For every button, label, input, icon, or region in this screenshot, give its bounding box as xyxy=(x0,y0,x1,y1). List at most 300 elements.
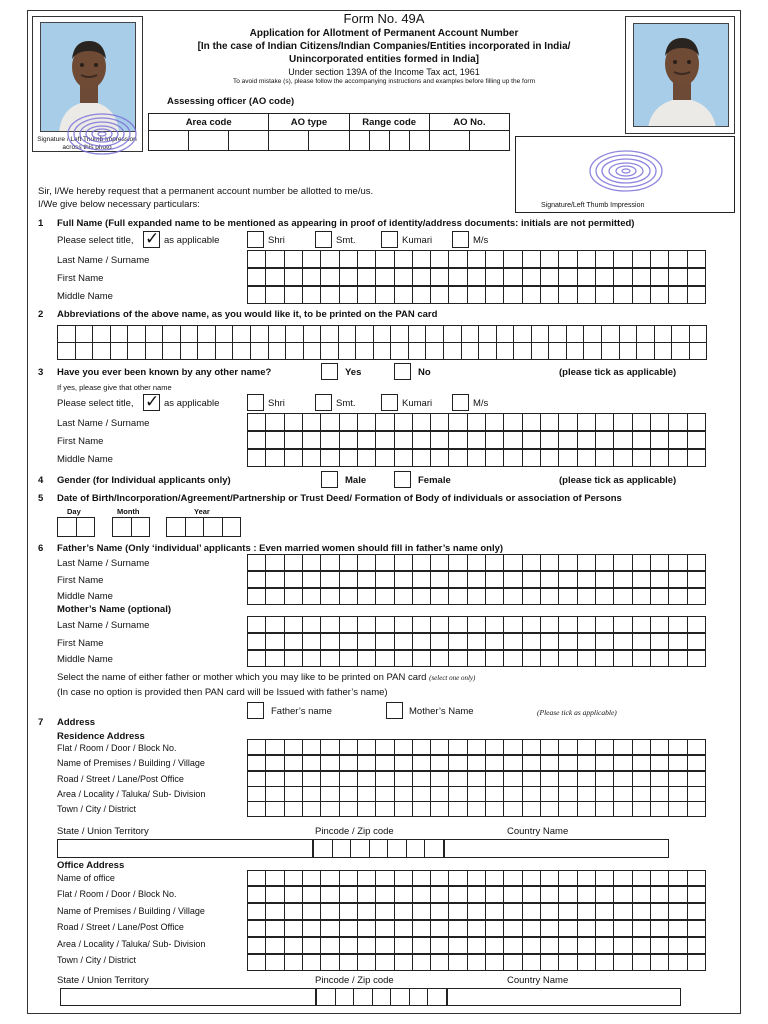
char-cell[interactable] xyxy=(584,342,602,360)
char-cell[interactable] xyxy=(486,903,504,920)
char-cell[interactable] xyxy=(376,650,394,667)
char-cell[interactable] xyxy=(578,268,596,286)
char-cell[interactable] xyxy=(248,870,266,886)
ao-cell[interactable] xyxy=(189,131,229,151)
char-cell[interactable] xyxy=(633,739,651,755)
char-cell[interactable] xyxy=(358,571,376,588)
char-cell[interactable] xyxy=(669,954,687,971)
char-cell[interactable] xyxy=(541,801,559,817)
char-cell[interactable] xyxy=(266,449,284,467)
char-cell[interactable] xyxy=(321,954,339,971)
char-cell[interactable] xyxy=(376,771,394,787)
gender-male-checkbox[interactable] xyxy=(321,471,338,488)
gender-female-checkbox[interactable] xyxy=(394,471,411,488)
char-cell[interactable] xyxy=(633,755,651,771)
char-cell[interactable] xyxy=(111,342,129,360)
char-cell[interactable] xyxy=(413,786,431,802)
char-cell[interactable] xyxy=(596,755,614,771)
char-cell[interactable] xyxy=(541,616,559,633)
char-cell[interactable] xyxy=(354,988,373,1006)
char-cell[interactable] xyxy=(541,268,559,286)
char-cell[interactable] xyxy=(431,771,449,787)
title-shri-checkbox[interactable] xyxy=(247,231,264,248)
s6-father-last-grid[interactable] xyxy=(247,554,706,571)
char-cell[interactable] xyxy=(431,650,449,667)
char-cell[interactable] xyxy=(285,786,303,802)
char-cell[interactable] xyxy=(669,870,687,886)
char-cell[interactable] xyxy=(449,449,467,467)
char-cell[interactable] xyxy=(578,771,596,787)
char-cell[interactable] xyxy=(376,616,394,633)
char-cell[interactable] xyxy=(651,413,669,431)
char-cell[interactable] xyxy=(376,786,394,802)
char-cell[interactable] xyxy=(216,325,234,343)
char-cell[interactable] xyxy=(486,633,504,650)
char-cell[interactable] xyxy=(633,633,651,650)
char-cell[interactable] xyxy=(431,431,449,449)
char-cell[interactable] xyxy=(688,554,706,571)
char-cell[interactable] xyxy=(395,903,413,920)
char-cell[interactable] xyxy=(651,771,669,787)
char-cell[interactable] xyxy=(462,325,480,343)
char-cell[interactable] xyxy=(620,342,638,360)
char-cell[interactable] xyxy=(468,755,486,771)
char-cell[interactable] xyxy=(248,650,266,667)
char-cell[interactable] xyxy=(651,937,669,954)
char-cell[interactable] xyxy=(376,870,394,886)
char-cell[interactable] xyxy=(339,325,357,343)
char-cell[interactable] xyxy=(146,342,164,360)
char-cell[interactable] xyxy=(395,954,413,971)
char-cell[interactable] xyxy=(468,554,486,571)
char-cell[interactable] xyxy=(504,633,522,650)
char-cell[interactable] xyxy=(541,920,559,937)
char-cell[interactable] xyxy=(578,571,596,588)
char-cell[interactable] xyxy=(321,739,339,755)
char-cell[interactable] xyxy=(351,839,370,858)
char-cell[interactable] xyxy=(449,633,467,650)
char-cell[interactable] xyxy=(449,920,467,937)
char-cell[interactable] xyxy=(468,286,486,304)
char-cell[interactable] xyxy=(321,571,339,588)
char-cell[interactable] xyxy=(633,937,651,954)
char-cell[interactable] xyxy=(198,342,216,360)
char-cell[interactable] xyxy=(431,755,449,771)
char-cell[interactable] xyxy=(358,286,376,304)
char-cell[interactable] xyxy=(486,588,504,605)
char-cell[interactable] xyxy=(655,342,673,360)
char-cell[interactable] xyxy=(376,413,394,431)
char-cell[interactable] xyxy=(340,616,358,633)
char-cell[interactable] xyxy=(391,988,410,1006)
char-cell[interactable] xyxy=(376,755,394,771)
char-cell[interactable] xyxy=(321,268,339,286)
char-cell[interactable] xyxy=(266,801,284,817)
res-road-grid[interactable] xyxy=(247,771,706,787)
char-cell[interactable] xyxy=(559,755,577,771)
char-cell[interactable] xyxy=(303,801,321,817)
char-cell[interactable] xyxy=(614,786,632,802)
char-cell[interactable] xyxy=(269,342,287,360)
char-cell[interactable] xyxy=(541,937,559,954)
char-cell[interactable] xyxy=(358,650,376,667)
ao-cell[interactable] xyxy=(349,131,369,151)
char-cell[interactable] xyxy=(286,342,304,360)
char-cell[interactable] xyxy=(497,325,515,343)
off-state-input[interactable] xyxy=(60,988,316,1006)
char-cell[interactable] xyxy=(285,588,303,605)
char-cell[interactable] xyxy=(602,342,620,360)
char-cell[interactable] xyxy=(486,786,504,802)
char-cell[interactable] xyxy=(376,554,394,571)
char-cell[interactable] xyxy=(669,786,687,802)
char-cell[interactable] xyxy=(248,633,266,650)
char-cell[interactable] xyxy=(669,920,687,937)
char-cell[interactable] xyxy=(376,954,394,971)
char-cell[interactable] xyxy=(468,801,486,817)
char-cell[interactable] xyxy=(559,268,577,286)
char-cell[interactable] xyxy=(395,250,413,268)
char-cell[interactable] xyxy=(248,571,266,588)
char-cell[interactable] xyxy=(620,325,638,343)
char-cell[interactable] xyxy=(688,870,706,886)
char-cell[interactable] xyxy=(614,571,632,588)
char-cell[interactable] xyxy=(358,449,376,467)
char-cell[interactable] xyxy=(233,342,251,360)
char-cell[interactable] xyxy=(285,449,303,467)
char-cell[interactable] xyxy=(285,903,303,920)
char-cell[interactable] xyxy=(614,268,632,286)
char-cell[interactable] xyxy=(614,413,632,431)
char-cell[interactable] xyxy=(633,588,651,605)
char-cell[interactable] xyxy=(468,739,486,755)
char-cell[interactable] xyxy=(358,616,376,633)
s3-title-smt-checkbox[interactable] xyxy=(315,394,332,411)
char-cell[interactable] xyxy=(578,903,596,920)
char-cell[interactable] xyxy=(541,571,559,588)
char-cell[interactable] xyxy=(303,554,321,571)
char-cell[interactable] xyxy=(468,588,486,605)
char-cell[interactable] xyxy=(559,449,577,467)
char-cell[interactable] xyxy=(340,920,358,937)
char-cell[interactable] xyxy=(285,801,303,817)
char-cell[interactable] xyxy=(128,342,146,360)
char-cell[interactable] xyxy=(486,554,504,571)
char-cell[interactable] xyxy=(285,268,303,286)
char-cell[interactable] xyxy=(633,954,651,971)
char-cell[interactable] xyxy=(413,250,431,268)
char-cell[interactable] xyxy=(468,650,486,667)
char-cell[interactable] xyxy=(76,325,94,343)
char-cell[interactable] xyxy=(504,739,522,755)
char-cell[interactable] xyxy=(523,870,541,886)
char-cell[interactable] xyxy=(376,937,394,954)
char-cell[interactable] xyxy=(266,413,284,431)
char-cell[interactable] xyxy=(395,268,413,286)
char-cell[interactable] xyxy=(651,801,669,817)
char-cell[interactable] xyxy=(504,250,522,268)
char-cell[interactable] xyxy=(468,633,486,650)
off-name-grid[interactable] xyxy=(247,870,706,886)
char-cell[interactable] xyxy=(578,431,596,449)
char-cell[interactable] xyxy=(504,771,522,787)
char-cell[interactable] xyxy=(376,449,394,467)
char-cell[interactable] xyxy=(395,571,413,588)
char-cell[interactable] xyxy=(340,771,358,787)
char-cell[interactable] xyxy=(321,886,339,903)
char-cell[interactable] xyxy=(266,739,284,755)
char-cell[interactable] xyxy=(486,250,504,268)
char-cell[interactable] xyxy=(541,286,559,304)
char-cell[interactable] xyxy=(688,903,706,920)
char-cell[interactable] xyxy=(486,431,504,449)
char-cell[interactable] xyxy=(596,954,614,971)
char-cell[interactable] xyxy=(431,633,449,650)
char-cell[interactable] xyxy=(336,988,355,1006)
char-cell[interactable] xyxy=(633,250,651,268)
char-cell[interactable] xyxy=(532,325,550,343)
char-cell[interactable] xyxy=(431,886,449,903)
char-cell[interactable] xyxy=(413,449,431,467)
char-cell[interactable] xyxy=(614,633,632,650)
char-cell[interactable] xyxy=(266,886,284,903)
char-cell[interactable] xyxy=(58,325,76,343)
char-cell[interactable] xyxy=(248,449,266,467)
char-cell[interactable] xyxy=(596,801,614,817)
char-cell[interactable] xyxy=(340,571,358,588)
char-cell[interactable] xyxy=(633,771,651,787)
char-cell[interactable] xyxy=(559,870,577,886)
char-cell[interactable] xyxy=(596,739,614,755)
off-area-grid[interactable] xyxy=(247,937,706,954)
abbreviation-grid-1[interactable] xyxy=(57,325,707,343)
char-cell[interactable] xyxy=(468,870,486,886)
char-cell[interactable] xyxy=(504,870,522,886)
char-cell[interactable] xyxy=(688,886,706,903)
char-cell[interactable] xyxy=(651,903,669,920)
off-pincode-grid[interactable] xyxy=(316,988,447,1006)
char-cell[interactable] xyxy=(688,431,706,449)
char-cell[interactable] xyxy=(486,801,504,817)
char-cell[interactable] xyxy=(578,801,596,817)
char-cell[interactable] xyxy=(376,739,394,755)
char-cell[interactable] xyxy=(449,268,467,286)
char-cell[interactable] xyxy=(285,870,303,886)
char-cell[interactable] xyxy=(578,554,596,571)
char-cell[interactable] xyxy=(578,755,596,771)
char-cell[interactable] xyxy=(186,517,205,537)
char-cell[interactable] xyxy=(651,431,669,449)
char-cell[interactable] xyxy=(413,268,431,286)
char-cell[interactable] xyxy=(559,786,577,802)
res-area-grid[interactable] xyxy=(247,786,706,802)
char-cell[interactable] xyxy=(58,517,77,537)
char-cell[interactable] xyxy=(181,342,199,360)
char-cell[interactable] xyxy=(541,449,559,467)
char-cell[interactable] xyxy=(167,517,186,537)
char-cell[interactable] xyxy=(549,342,567,360)
char-cell[interactable] xyxy=(358,755,376,771)
char-cell[interactable] xyxy=(449,554,467,571)
char-cell[interactable] xyxy=(541,954,559,971)
char-cell[interactable] xyxy=(669,413,687,431)
char-cell[interactable] xyxy=(449,739,467,755)
char-cell[interactable] xyxy=(523,650,541,667)
char-cell[interactable] xyxy=(376,633,394,650)
char-cell[interactable] xyxy=(93,325,111,343)
char-cell[interactable] xyxy=(541,633,559,650)
char-cell[interactable] xyxy=(578,886,596,903)
char-cell[interactable] xyxy=(651,870,669,886)
char-cell[interactable] xyxy=(688,755,706,771)
char-cell[interactable] xyxy=(163,325,181,343)
char-cell[interactable] xyxy=(376,588,394,605)
char-cell[interactable] xyxy=(395,431,413,449)
char-cell[interactable] xyxy=(669,571,687,588)
char-cell[interactable] xyxy=(468,449,486,467)
char-cell[interactable] xyxy=(303,413,321,431)
char-cell[interactable] xyxy=(633,268,651,286)
char-cell[interactable] xyxy=(468,250,486,268)
char-cell[interactable] xyxy=(376,571,394,588)
s3-title-kumari-checkbox[interactable] xyxy=(381,394,398,411)
char-cell[interactable] xyxy=(688,801,706,817)
char-cell[interactable] xyxy=(468,268,486,286)
char-cell[interactable] xyxy=(596,937,614,954)
title-applicable-checkbox[interactable] xyxy=(143,231,160,248)
char-cell[interactable] xyxy=(523,755,541,771)
char-cell[interactable] xyxy=(596,449,614,467)
char-cell[interactable] xyxy=(248,286,266,304)
char-cell[interactable] xyxy=(358,250,376,268)
char-cell[interactable] xyxy=(321,413,339,431)
char-cell[interactable] xyxy=(358,886,376,903)
char-cell[interactable] xyxy=(523,571,541,588)
char-cell[interactable] xyxy=(444,325,462,343)
char-cell[interactable] xyxy=(578,920,596,937)
s1-last-name-grid[interactable] xyxy=(247,250,706,268)
char-cell[interactable] xyxy=(669,903,687,920)
ao-cell[interactable] xyxy=(469,131,509,151)
char-cell[interactable] xyxy=(314,839,333,858)
char-cell[interactable] xyxy=(266,937,284,954)
char-cell[interactable] xyxy=(567,325,585,343)
res-flat-grid[interactable] xyxy=(247,739,706,755)
char-cell[interactable] xyxy=(669,937,687,954)
char-cell[interactable] xyxy=(449,413,467,431)
char-cell[interactable] xyxy=(431,801,449,817)
char-cell[interactable] xyxy=(303,588,321,605)
char-cell[interactable] xyxy=(356,325,374,343)
char-cell[interactable] xyxy=(504,413,522,431)
char-cell[interactable] xyxy=(468,937,486,954)
char-cell[interactable] xyxy=(559,650,577,667)
char-cell[interactable] xyxy=(431,937,449,954)
char-cell[interactable] xyxy=(523,588,541,605)
char-cell[interactable] xyxy=(690,342,708,360)
char-cell[interactable] xyxy=(303,250,321,268)
ao-cell[interactable] xyxy=(229,131,269,151)
char-cell[interactable] xyxy=(321,920,339,937)
char-cell[interactable] xyxy=(449,786,467,802)
char-cell[interactable] xyxy=(578,937,596,954)
char-cell[interactable] xyxy=(395,771,413,787)
char-cell[interactable] xyxy=(340,886,358,903)
char-cell[interactable] xyxy=(504,786,522,802)
char-cell[interactable] xyxy=(285,886,303,903)
char-cell[interactable] xyxy=(669,431,687,449)
res-premises-grid[interactable] xyxy=(247,755,706,771)
char-cell[interactable] xyxy=(633,286,651,304)
char-cell[interactable] xyxy=(304,342,322,360)
char-cell[interactable] xyxy=(486,920,504,937)
char-cell[interactable] xyxy=(340,870,358,886)
char-cell[interactable] xyxy=(578,786,596,802)
char-cell[interactable] xyxy=(614,250,632,268)
off-country-input[interactable] xyxy=(447,988,681,1006)
char-cell[interactable] xyxy=(449,755,467,771)
print-mother-checkbox[interactable] xyxy=(386,702,403,719)
char-cell[interactable] xyxy=(688,250,706,268)
char-cell[interactable] xyxy=(651,588,669,605)
char-cell[interactable] xyxy=(578,739,596,755)
char-cell[interactable] xyxy=(266,786,284,802)
char-cell[interactable] xyxy=(248,616,266,633)
char-cell[interactable] xyxy=(486,286,504,304)
abbreviation-grid-2[interactable] xyxy=(57,342,707,360)
dob-month-grid[interactable] xyxy=(112,517,150,537)
char-cell[interactable] xyxy=(559,739,577,755)
char-cell[interactable] xyxy=(303,786,321,802)
char-cell[interactable] xyxy=(303,431,321,449)
char-cell[interactable] xyxy=(321,588,339,605)
char-cell[interactable] xyxy=(468,954,486,971)
s6-father-middle-grid[interactable] xyxy=(247,588,706,605)
s6-mother-last-grid[interactable] xyxy=(247,616,706,633)
off-town-grid[interactable] xyxy=(247,954,706,971)
char-cell[interactable] xyxy=(651,616,669,633)
char-cell[interactable] xyxy=(669,755,687,771)
char-cell[interactable] xyxy=(395,786,413,802)
char-cell[interactable] xyxy=(358,920,376,937)
char-cell[interactable] xyxy=(633,920,651,937)
char-cell[interactable] xyxy=(596,616,614,633)
char-cell[interactable] xyxy=(321,431,339,449)
char-cell[interactable] xyxy=(321,616,339,633)
char-cell[interactable] xyxy=(425,839,444,858)
char-cell[interactable] xyxy=(486,413,504,431)
char-cell[interactable] xyxy=(303,616,321,633)
char-cell[interactable] xyxy=(340,739,358,755)
char-cell[interactable] xyxy=(248,739,266,755)
char-cell[interactable] xyxy=(266,870,284,886)
char-cell[interactable] xyxy=(285,554,303,571)
char-cell[interactable] xyxy=(559,413,577,431)
char-cell[interactable] xyxy=(358,588,376,605)
other-name-no-checkbox[interactable] xyxy=(394,363,411,380)
char-cell[interactable] xyxy=(303,954,321,971)
other-name-yes-checkbox[interactable] xyxy=(321,363,338,380)
char-cell[interactable] xyxy=(523,937,541,954)
char-cell[interactable] xyxy=(93,342,111,360)
char-cell[interactable] xyxy=(651,286,669,304)
char-cell[interactable] xyxy=(358,771,376,787)
char-cell[interactable] xyxy=(651,268,669,286)
char-cell[interactable] xyxy=(376,286,394,304)
char-cell[interactable] xyxy=(559,920,577,937)
char-cell[interactable] xyxy=(340,554,358,571)
char-cell[interactable] xyxy=(376,903,394,920)
